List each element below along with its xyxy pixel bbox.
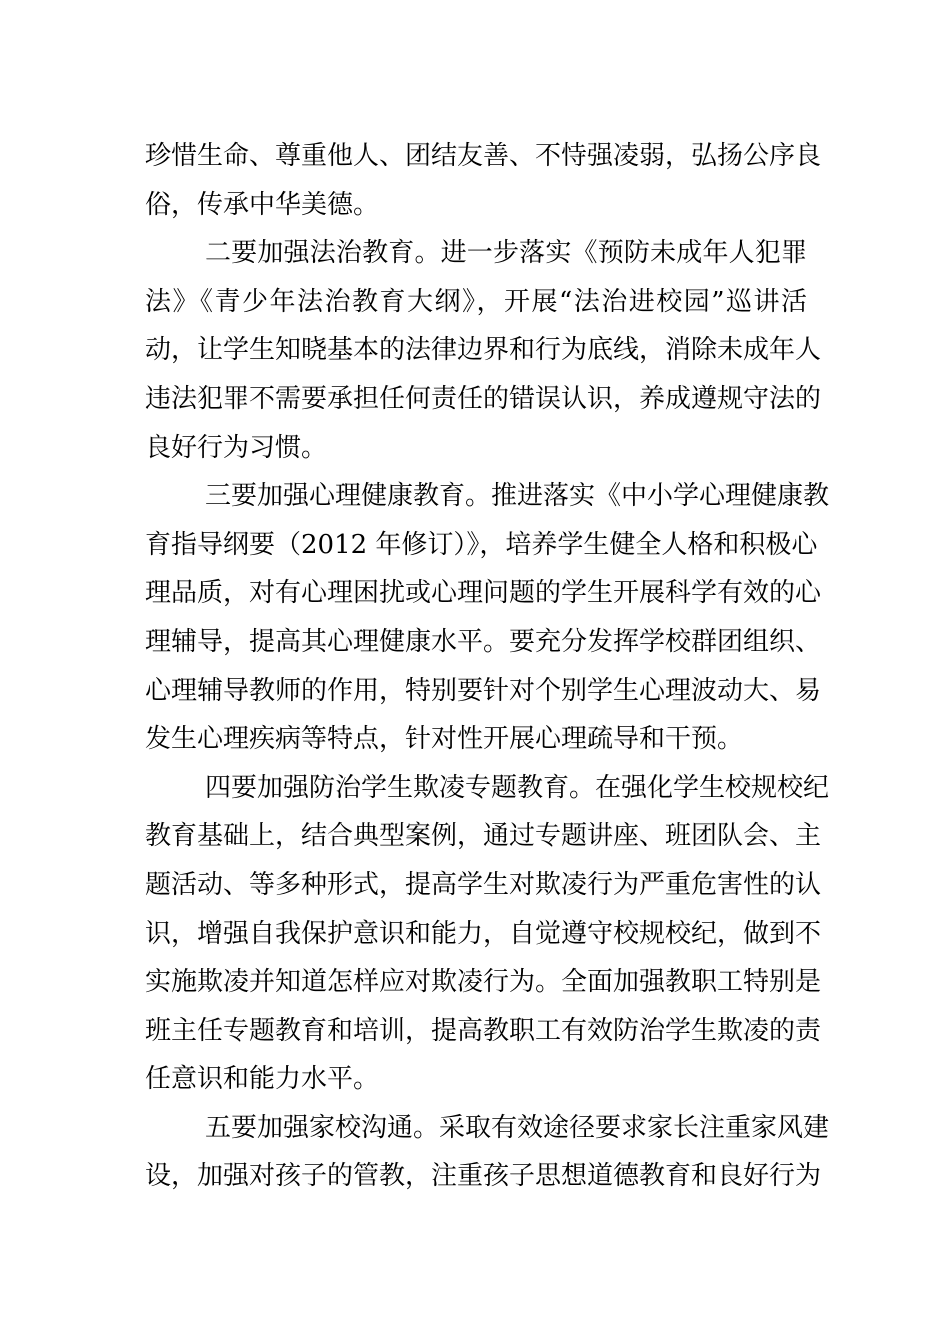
text-line: 良好行为习惯。 bbox=[145, 432, 328, 463]
text-line: 实施欺凌并知道怎样应对欺凌行为。全面加强教职工特别是 bbox=[145, 967, 822, 998]
text-line: 教育基础上，结合典型案例，通过专题讲座、班团队会、主 bbox=[145, 821, 822, 852]
text-line: 法》《青少年法治教育大纲》，开展“法治进校园”巡讲活 bbox=[145, 286, 807, 317]
text-line: 设，加强对孩子的管教，注重孩子思想道德教育和良好行为 bbox=[145, 1161, 822, 1192]
text-line: 理品质，对有心理困扰或心理问题的学生开展科学有效的心 bbox=[145, 578, 822, 609]
text-line: 三要加强心理健康教育。推进落实《中小学心理健康教 bbox=[205, 481, 830, 512]
text-line: 任意识和能力水平。 bbox=[145, 1064, 380, 1095]
text-line: 四要加强防治学生欺凌专题教育。在强化学生校规校纪 bbox=[205, 772, 830, 803]
text-line: 五要加强家校沟通。采取有效途径要求家长注重家风建 bbox=[205, 1112, 830, 1143]
text-line: 二要加强法治教育。进一步落实《预防未成年人犯罪 bbox=[205, 238, 807, 269]
text-line: 班主任专题教育和培训，提高教职工有效防治学生欺凌的责 bbox=[145, 1015, 822, 1046]
text-line: 动，让学生知晓基本的法律边界和行为底线，消除未成年人 bbox=[145, 335, 822, 366]
text-line: 心理辅导教师的作用，特别要针对个别学生心理波动大、易 bbox=[145, 675, 822, 706]
text-line: 珍惜生命、尊重他人、团结友善、不恃强凌弱，弘扬公序良 bbox=[145, 141, 822, 171]
text-line: 题活动、等多种形式，提高学生对欺凌行为严重危害性的认 bbox=[145, 869, 822, 900]
text-line: 识，增强自我保护意识和能力，自觉遵守校规校纪，做到不 bbox=[145, 918, 822, 949]
text-line: 违法犯罪不需要承担任何责任的错误认识，养成遵规守法的 bbox=[145, 383, 822, 414]
text-line: 俗，传承中华美德。 bbox=[145, 189, 380, 220]
document-body bbox=[145, 132, 830, 1201]
text-line: 发生心理疾病等特点，针对性开展心理疏导和干预。 bbox=[145, 724, 744, 755]
text-line: 育指导纲要（2012 年修订）》，培养学生健全人格和积极心 bbox=[145, 529, 818, 560]
text-line: 理辅导，提高其心理健康水平。要充分发挥学校群团组织、 bbox=[145, 626, 822, 657]
